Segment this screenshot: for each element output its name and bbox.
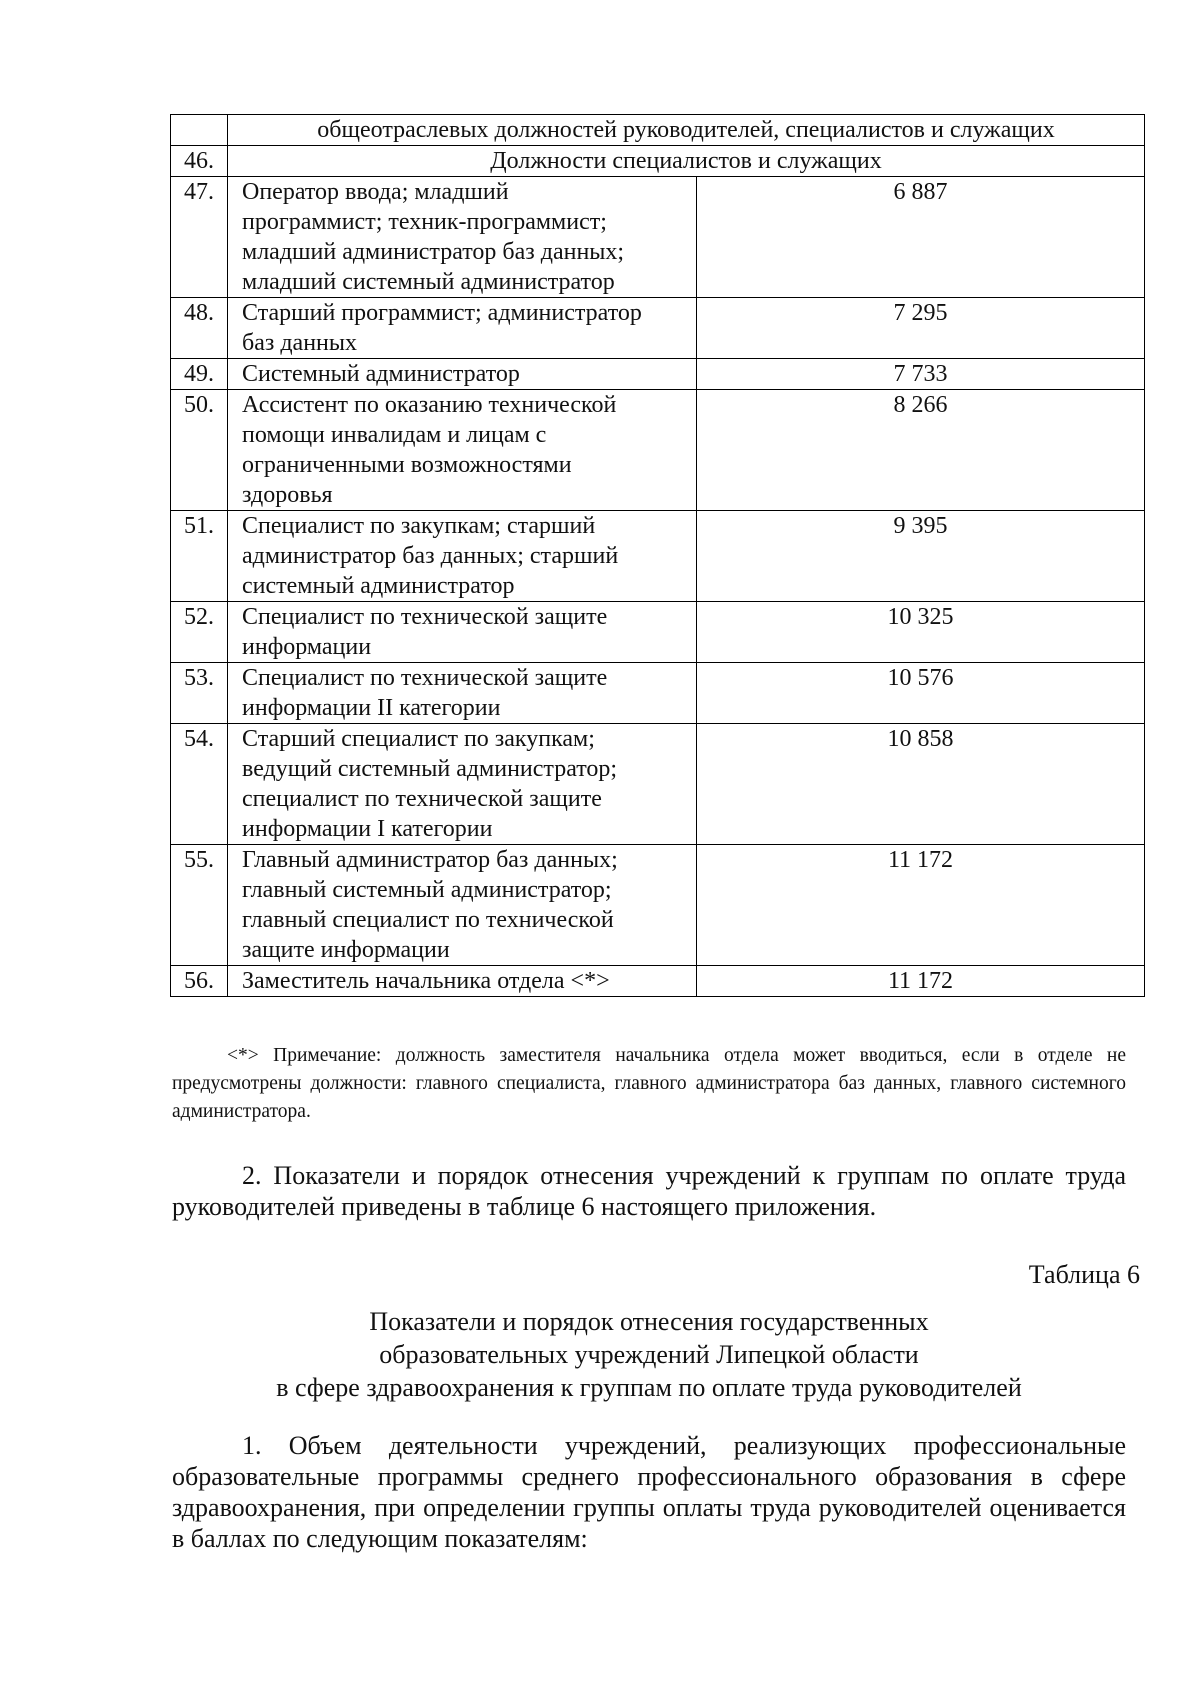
table-row [171,602,1145,663]
position-title-line: информации I категории [242,816,493,842]
position-title-line: Системный администратор [242,361,520,387]
position-title [228,177,697,298]
table-row [171,511,1145,602]
position-title-line: главный специалист по технической [242,907,614,933]
salary-value: 11 172 [697,845,1145,966]
row-number: 48. [171,298,228,359]
position-title-line: главный системный администратор; [242,877,612,903]
position-title-line: Старший программист; администратор [242,300,642,326]
heading-line-2: образовательных учреждений Липецкой области [379,1340,919,1369]
position-title-line: Специалист по технической защите [242,665,608,691]
position-title-line: системный администратор [242,573,515,599]
table-row [171,724,1145,845]
row-number: 51. [171,511,228,602]
salary-value: 9 395 [697,511,1145,602]
salary-value: 7 733 [697,359,1145,390]
table-row [171,359,1145,390]
row-number [171,115,228,146]
position-title-line: младший системный администратор [242,269,615,295]
row-number: 46. [171,146,228,177]
position-title [228,298,697,359]
table-6-label: Таблица 6 [1028,1260,1140,1289]
row-number: 56. [171,966,228,997]
position-title [228,390,697,511]
position-title [228,359,697,390]
salary-value: 10 325 [697,602,1145,663]
salary-value: 6 887 [697,177,1145,298]
position-title [228,845,697,966]
section-title: Должности специалистов и служащих [228,146,1145,177]
position-title-line: информации [242,634,372,660]
footnote: <*> Примечание: должность заместителя начальника отдела может вводиться, если в отделе не предусмотрены должности: главного специалиста, главного администратора баз данных, главного системного администратора. [172,1045,1126,1122]
salary-value: 10 576 [697,663,1145,724]
table-row [171,390,1145,511]
row-number: 54. [171,724,228,845]
position-title-line: Специалист по закупкам; старший [242,513,596,539]
position-title-line: Ассистент по оказанию технической [242,392,617,418]
table-row [171,845,1145,966]
position-title-line: помощи инвалидам и лицам с [242,422,547,448]
position-title-line: ограниченными возможностями [242,452,572,478]
position-title-line: Заместитель начальника отдела <*> [242,968,610,994]
table-header-text: общеотраслевых должностей руководителей, специалистов и служащих [228,115,1145,146]
position-title [228,966,697,997]
position-title [228,511,697,602]
heading-line-3: в сфере здравоохранения к группам по оплате труда руководителей [276,1373,1022,1402]
positions-salary-table [170,114,1145,997]
salary-value: 11 172 [697,966,1145,997]
table-row [171,298,1145,359]
row-number: 49. [171,359,228,390]
position-title-line: защите информации [242,937,450,963]
row-number: 52. [171,602,228,663]
paragraph-3: 1. Объем деятельности учреждений, реализующих профессиональные образовательные программы среднего профессионального образования в сфере здравоохранения, при определении группы оплаты труда руководителей оценивается в баллах по следующим показателям: [172,1431,1126,1553]
position-title [228,724,697,845]
salary-value: 7 295 [697,298,1145,359]
row-number: 55. [171,845,228,966]
position-title [228,663,697,724]
position-title-line: баз данных [242,330,358,356]
salary-value: 8 266 [697,390,1145,511]
position-title-line: младший администратор баз данных; [242,239,625,265]
position-title-line: Главный администратор баз данных; [242,847,618,873]
position-title-line: программист; техник-программист; [242,209,607,235]
table-row [171,966,1145,997]
row-number: 50. [171,390,228,511]
position-title-line: здоровья [242,482,333,508]
table-header-row [171,115,1145,146]
row-number: 47. [171,177,228,298]
salary-value: 10 858 [697,724,1145,845]
table-section-row [171,146,1145,177]
paragraph-2: 2. Показатели и порядок отнесения учреждений к группам по оплате труда руководителей приведены в таблице 6 настоящего приложения. [172,1161,1126,1221]
position-title-line: Оператор ввода; младший [242,179,509,205]
position-title-line: ведущий системный администратор; [242,756,618,782]
table-rows [171,177,1145,997]
position-title-line: администратор баз данных; старший [242,543,619,569]
table-row [171,663,1145,724]
table-6-heading [172,1305,1126,1404]
position-title-line: информации II категории [242,695,501,721]
position-title-line: Старший специалист по закупкам; [242,726,595,752]
position-title-line: Специалист по технической защите [242,604,608,630]
position-title-line: специалист по технической защите [242,786,602,812]
position-title [228,602,697,663]
row-number: 53. [171,663,228,724]
table-row [171,177,1145,298]
heading-line-1: Показатели и порядок отнесения государственных [369,1307,929,1336]
